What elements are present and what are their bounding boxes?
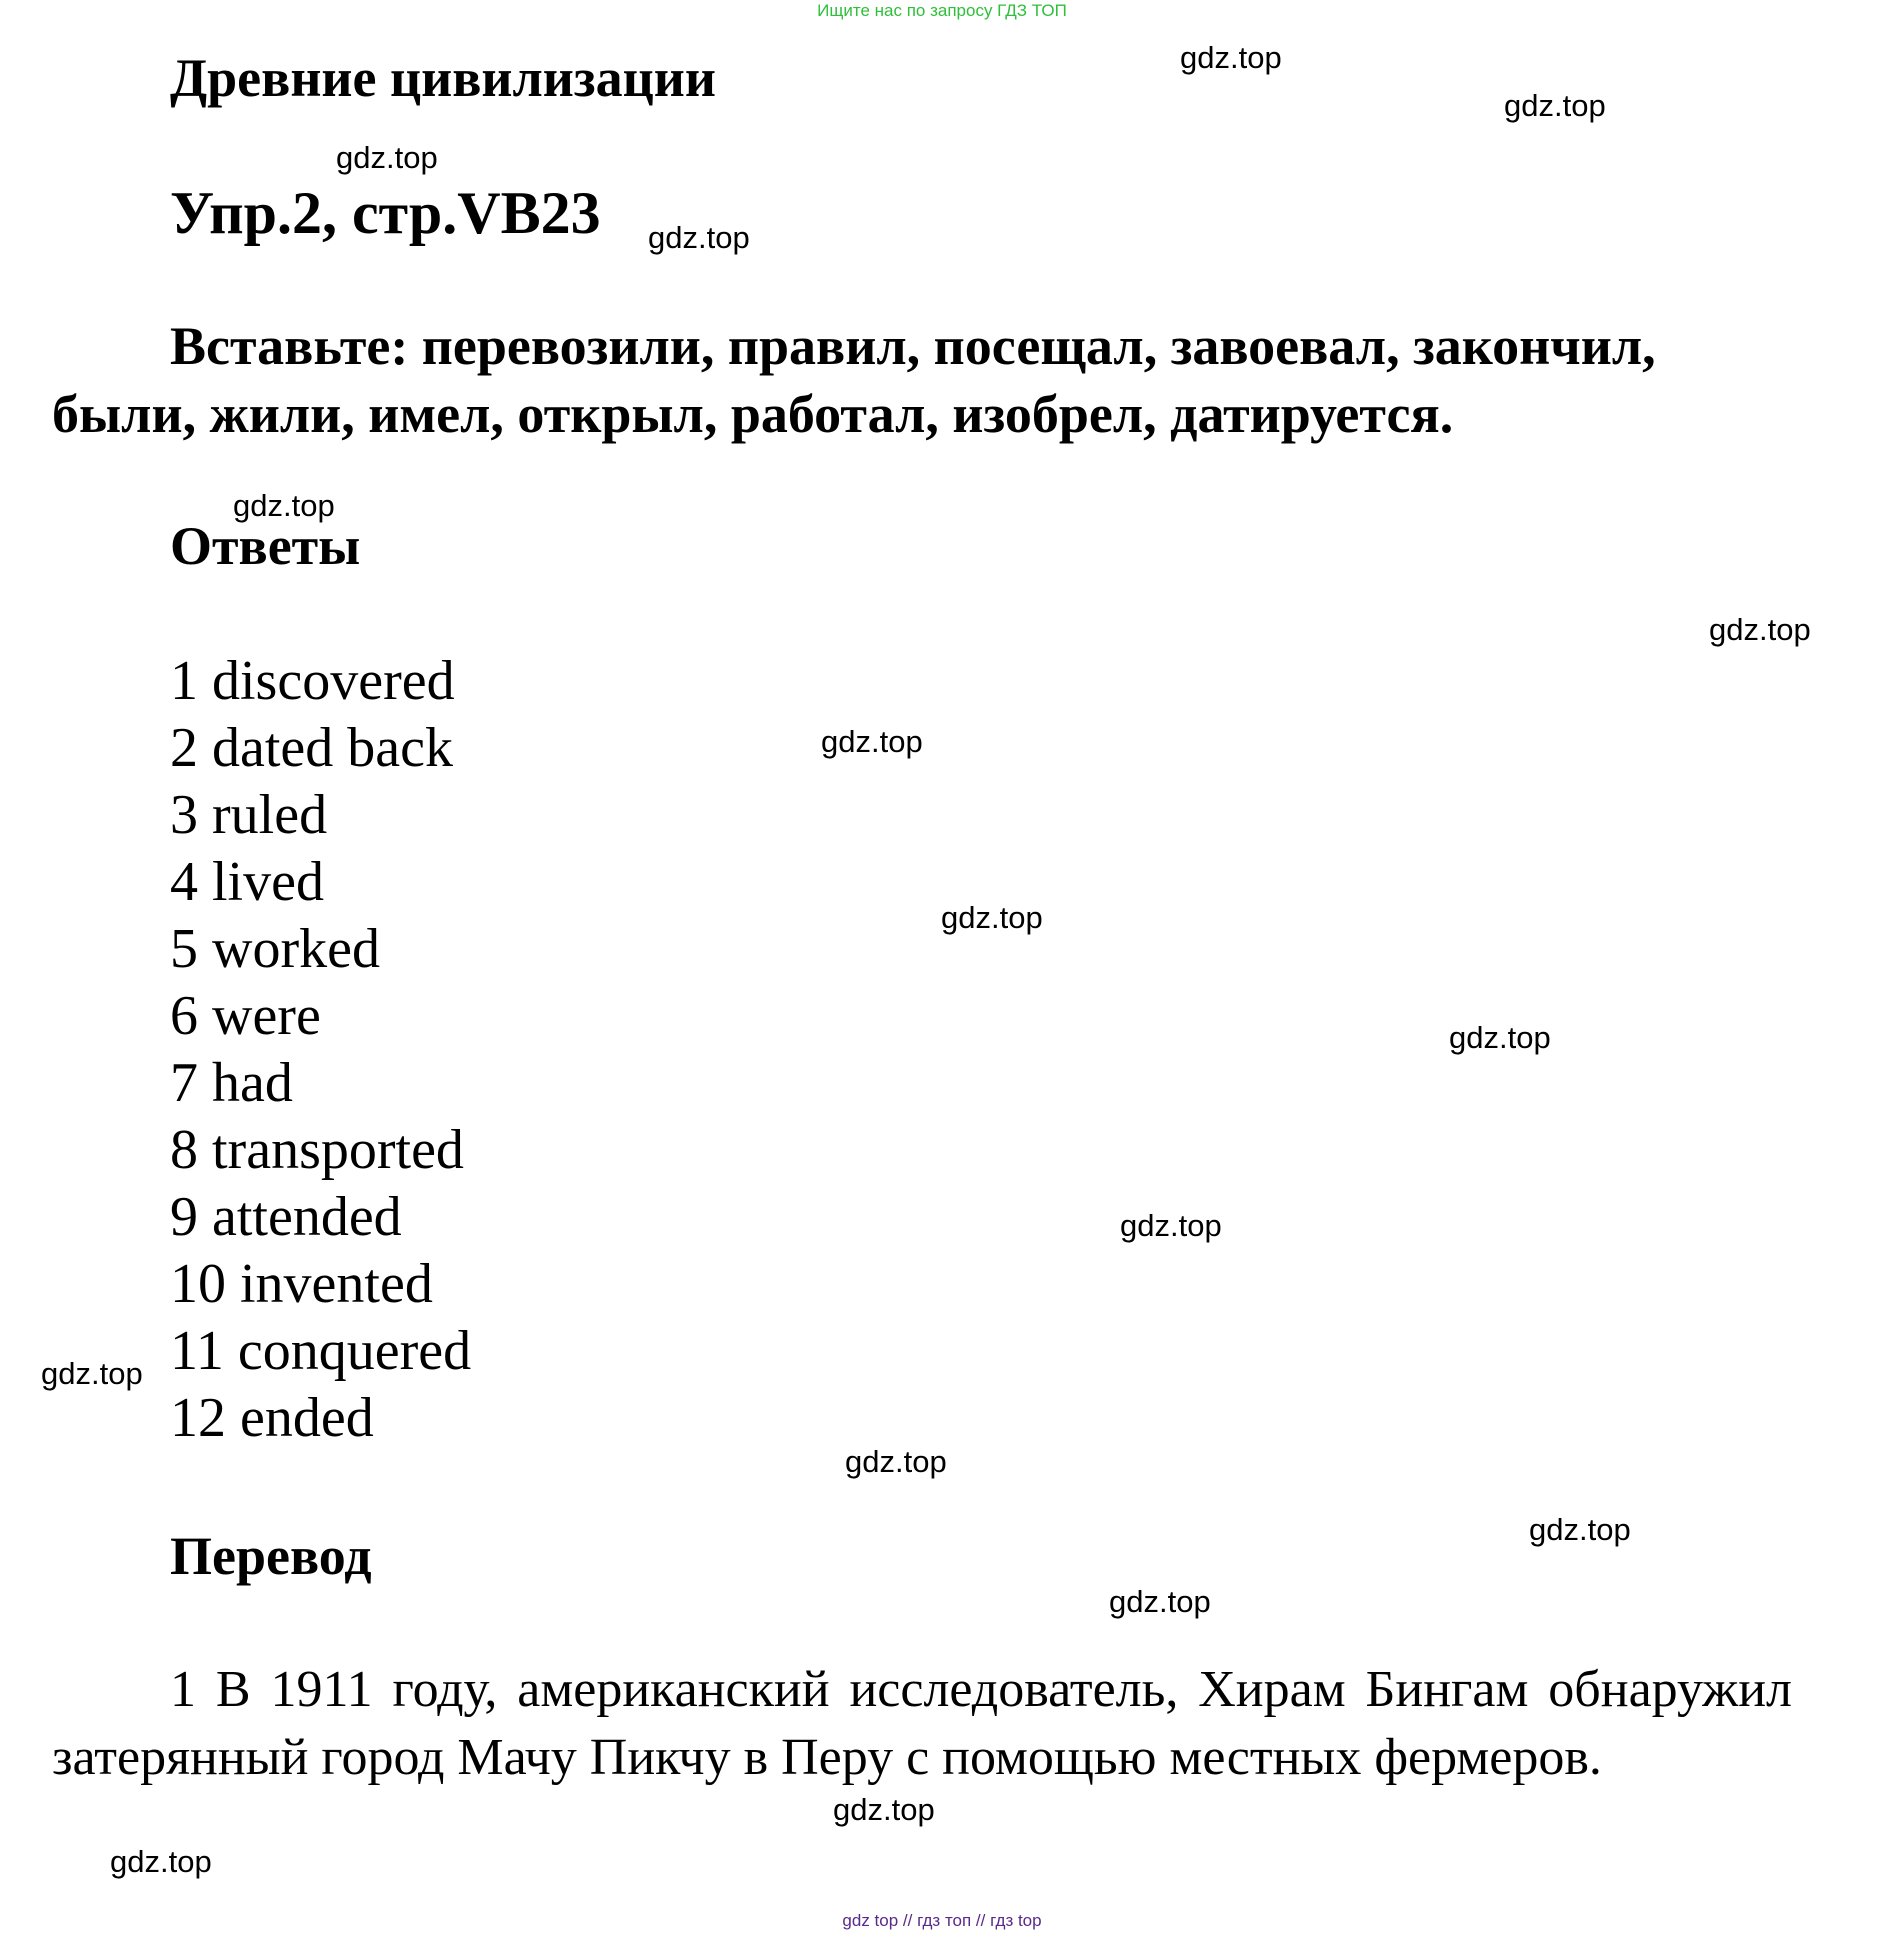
page-title: Древние цивилизации bbox=[170, 48, 716, 108]
answer-item: 3 ruled bbox=[170, 784, 328, 846]
answer-item: 9 attended bbox=[170, 1186, 402, 1248]
watermark: gdz.top bbox=[336, 140, 438, 175]
answer-item: 11 conquered bbox=[170, 1320, 472, 1382]
answer-item: 7 had bbox=[170, 1052, 293, 1114]
exercise-label: Упр.2, стр.VB23 bbox=[170, 180, 601, 246]
watermark: gdz.top bbox=[1449, 1020, 1551, 1055]
answer-item: 4 lived bbox=[170, 851, 324, 913]
bottom-banner[interactable]: gdz top // гдз топ // гдз top bbox=[842, 1911, 1042, 1930]
watermark: gdz.top bbox=[1529, 1512, 1631, 1547]
watermark: gdz.top bbox=[110, 1844, 212, 1879]
answer-item: 8 transported bbox=[170, 1119, 464, 1181]
watermark: gdz.top bbox=[941, 900, 1043, 935]
answer-item: 5 worked bbox=[170, 918, 380, 980]
watermark: gdz.top bbox=[821, 724, 923, 759]
watermark: gdz.top bbox=[1109, 1584, 1211, 1619]
answers-heading: Ответы bbox=[170, 516, 361, 576]
task-instruction: Вставьте: перевозили, правил, посещал, завоевал, закончил, были, жили, имел, открыл, работал, изобрел, датируется. bbox=[52, 316, 1656, 444]
watermark: gdz.top bbox=[41, 1356, 143, 1391]
watermark: gdz.top bbox=[833, 1792, 935, 1827]
top-banner[interactable]: Ищите нас по запросу ГДЗ ТОП bbox=[817, 1, 1067, 20]
answer-item: 10 invented bbox=[170, 1253, 433, 1315]
watermark: gdz.top bbox=[233, 488, 335, 523]
answer-item: 12 ended bbox=[170, 1387, 374, 1449]
watermark: gdz.top bbox=[1504, 88, 1606, 123]
translation-text: 1 В 1911 году, американский исследователь, Хирам Бингам обнаружил затерянный город Мачу Пикчу в Перу с помощью местных фермеров. bbox=[52, 1661, 1792, 1786]
answers-list bbox=[170, 648, 471, 1452]
translation-heading: Перевод bbox=[170, 1526, 372, 1586]
watermark: gdz.top bbox=[845, 1444, 947, 1479]
answer-item: 6 were bbox=[170, 985, 321, 1047]
watermark: gdz.top bbox=[648, 220, 750, 255]
answer-item: 1 discovered bbox=[170, 650, 455, 712]
watermark: gdz.top bbox=[1120, 1208, 1222, 1243]
watermark: gdz.top bbox=[1709, 612, 1811, 647]
watermark: gdz.top bbox=[1180, 40, 1282, 75]
answer-item: 2 dated back bbox=[170, 717, 453, 779]
